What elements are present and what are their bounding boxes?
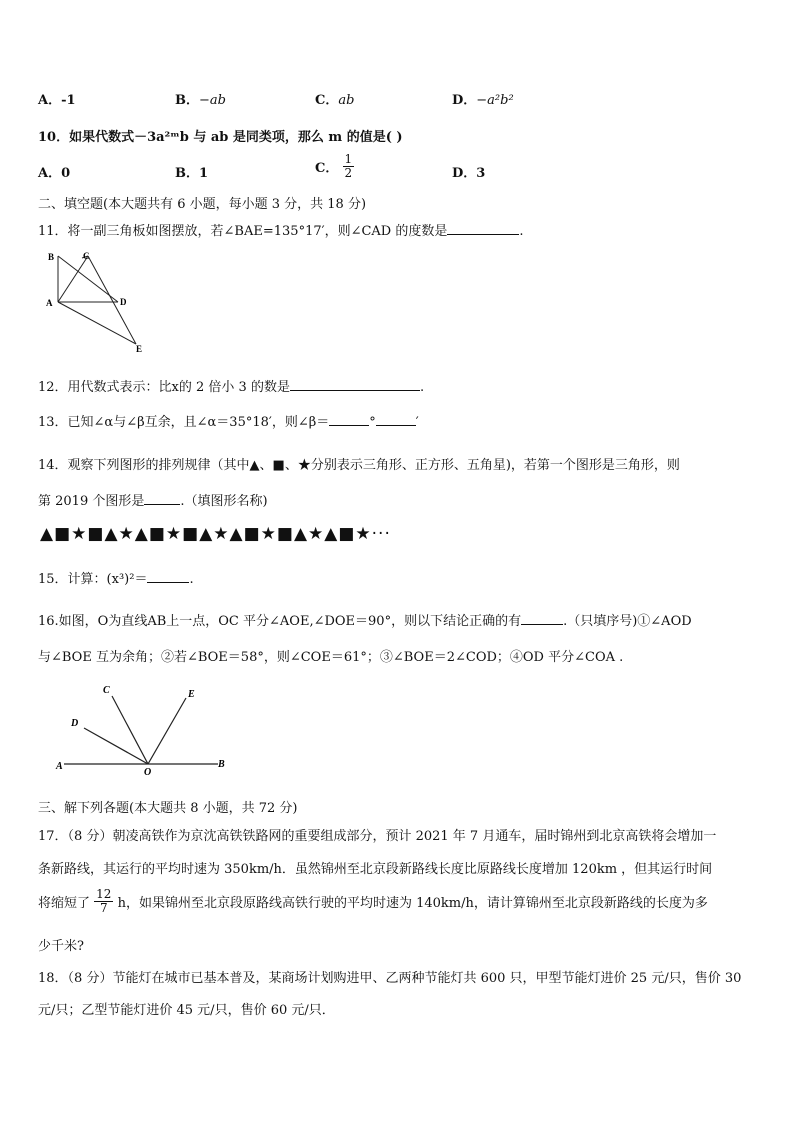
q9-option-b-value: −ab xyxy=(199,93,226,108)
label-c: C xyxy=(103,685,110,696)
q15-text xyxy=(38,568,194,587)
q16-line1-end: .（只填序号)①∠AOD xyxy=(563,614,692,629)
q17-line1: 17．（8 分）朝凌高铁作为京沈高铁铁路网的重要组成部分，预计 2021 年 7 月通车，届时锦州到北京高铁将会增加一 xyxy=(38,829,717,844)
q17-fraction xyxy=(94,888,113,915)
q10-text: 10．如果代数式－3a²ᵐb 与 ab 是同类项，那么 m 的值是( ) xyxy=(38,130,403,145)
q18-line1: 18．（8 分）节能灯在城市已基本普及，某商场计划购进甲、乙两种节能灯共 600 只，甲型节能灯进价 25 元/只，售价 30 xyxy=(38,971,742,986)
q16-angle-figure xyxy=(50,676,240,780)
label-e: E xyxy=(136,344,143,354)
q9-option-d xyxy=(452,89,514,108)
q12-question: 12．用代数式表示：比x的 2 倍小 3 的数是 xyxy=(38,380,290,395)
label-b: B xyxy=(48,252,55,262)
section-3-heading: 三、解下列各题(本大题共 8 小题，共 72 分) xyxy=(38,801,298,816)
q11-end: . xyxy=(519,224,524,239)
q11-triangle-figure xyxy=(38,248,158,358)
shape-sequence: ▲■★■▲★▲■★■▲★▲■★■▲★▲■★··· xyxy=(40,524,391,544)
answer-blank xyxy=(147,570,189,583)
q9-option-d-value: −a²b² xyxy=(476,93,514,108)
q17-line3-end: h，如果锦州至北京段原路线高铁行驶的平均时速为 140km/h，请计算锦州至北京段新路线的长度为多 xyxy=(117,896,708,911)
q17-line4: 少千米? xyxy=(38,939,84,954)
q9-option-b-label: B． xyxy=(175,93,199,108)
q12-text xyxy=(38,376,424,395)
q14-line2-start: 第 2019 个图形是 xyxy=(38,494,145,509)
q13-question: 13．已知∠α与∠β互余，且∠α＝35°18′，则∠β＝ xyxy=(38,415,330,430)
answer-blank xyxy=(144,492,180,505)
fraction-denominator: 7 xyxy=(99,901,108,915)
section-2-heading: 二、填空题(本大题共有 6 小题，每小题 3 分，共 18 分) xyxy=(38,197,367,212)
answer-blank xyxy=(447,222,519,235)
q16-question: 16.如图，O为直线AB上一点，OC 平分∠AOE,∠DOE＝90°，则以下结论正确的有 xyxy=(38,614,522,629)
q16-line1 xyxy=(38,610,692,629)
q17-line3-start: 将缩短了 xyxy=(38,896,91,911)
answer-blank-minutes xyxy=(376,413,416,426)
label-c: C xyxy=(83,251,90,261)
label-a: A xyxy=(56,761,63,772)
q12-end: . xyxy=(419,380,425,395)
label-e: E xyxy=(188,689,195,700)
q17-line2: 条新路线，其运行的平均时速为 350km/h．虽然锦州至北京段新路线长度比原路线长度增加 120km ，但其运行时间 xyxy=(38,862,713,877)
q14-line1: 14．观察下列图形的排列规律（其中▲、■、★分别表示三角形、正方形、五角星)，若第一个图形是三角形，则 xyxy=(38,458,680,473)
q18-line2: 元/只；乙型节能灯进价 45 元/只，售价 60 元/只． xyxy=(38,1003,335,1018)
label-d: D xyxy=(120,297,127,307)
q9-option-c xyxy=(315,89,354,108)
q10-option-c xyxy=(315,153,354,180)
q15-end: . xyxy=(189,572,194,587)
q9-option-c-label: C． xyxy=(315,93,339,108)
q10-option-c-label: C． xyxy=(315,161,339,176)
label-d: D xyxy=(71,718,79,729)
q10-option-c-fraction xyxy=(343,153,355,180)
q9-option-c-value: ab xyxy=(338,93,355,108)
answer-blank-degrees xyxy=(329,413,369,426)
q14-line2 xyxy=(38,490,268,509)
q11-text xyxy=(38,220,524,239)
q9-option-b xyxy=(175,89,226,108)
q13-minute-symbol: ′ xyxy=(415,415,419,430)
q13-text xyxy=(38,411,419,430)
fraction-numerator: 12 xyxy=(96,887,112,901)
q16-line2: 与∠BOE 互为余角；②若∠BOE＝58°，则∠COE＝61°；③∠BOE＝2∠COD；④OD 平分∠COA . xyxy=(38,650,624,665)
label-a: A xyxy=(46,298,53,308)
q10-option-d: D．3 xyxy=(452,166,486,181)
q11-question: 11．将一副三角板如图摆放，若∠BAE=135°17′，则∠CAD 的度数是 xyxy=(38,224,448,239)
q9-option-a: A．-1 xyxy=(38,93,76,108)
label-o: O xyxy=(144,767,152,778)
q9-option-d-label: D． xyxy=(452,93,477,108)
q10-option-a: A．0 xyxy=(38,166,71,181)
q17-line3 xyxy=(38,888,708,915)
fraction-numerator: 1 xyxy=(344,152,353,166)
fraction-denominator: 2 xyxy=(344,166,353,180)
q13-degree-symbol: ° xyxy=(369,415,376,430)
answer-blank xyxy=(290,378,420,391)
q15-question: 15．计算：(x³)²＝ xyxy=(38,572,148,587)
q10-option-b: B．1 xyxy=(175,166,209,181)
q14-line2-end: .（填图形名称) xyxy=(180,494,268,509)
label-b: B xyxy=(218,759,225,770)
answer-blank xyxy=(521,612,563,625)
